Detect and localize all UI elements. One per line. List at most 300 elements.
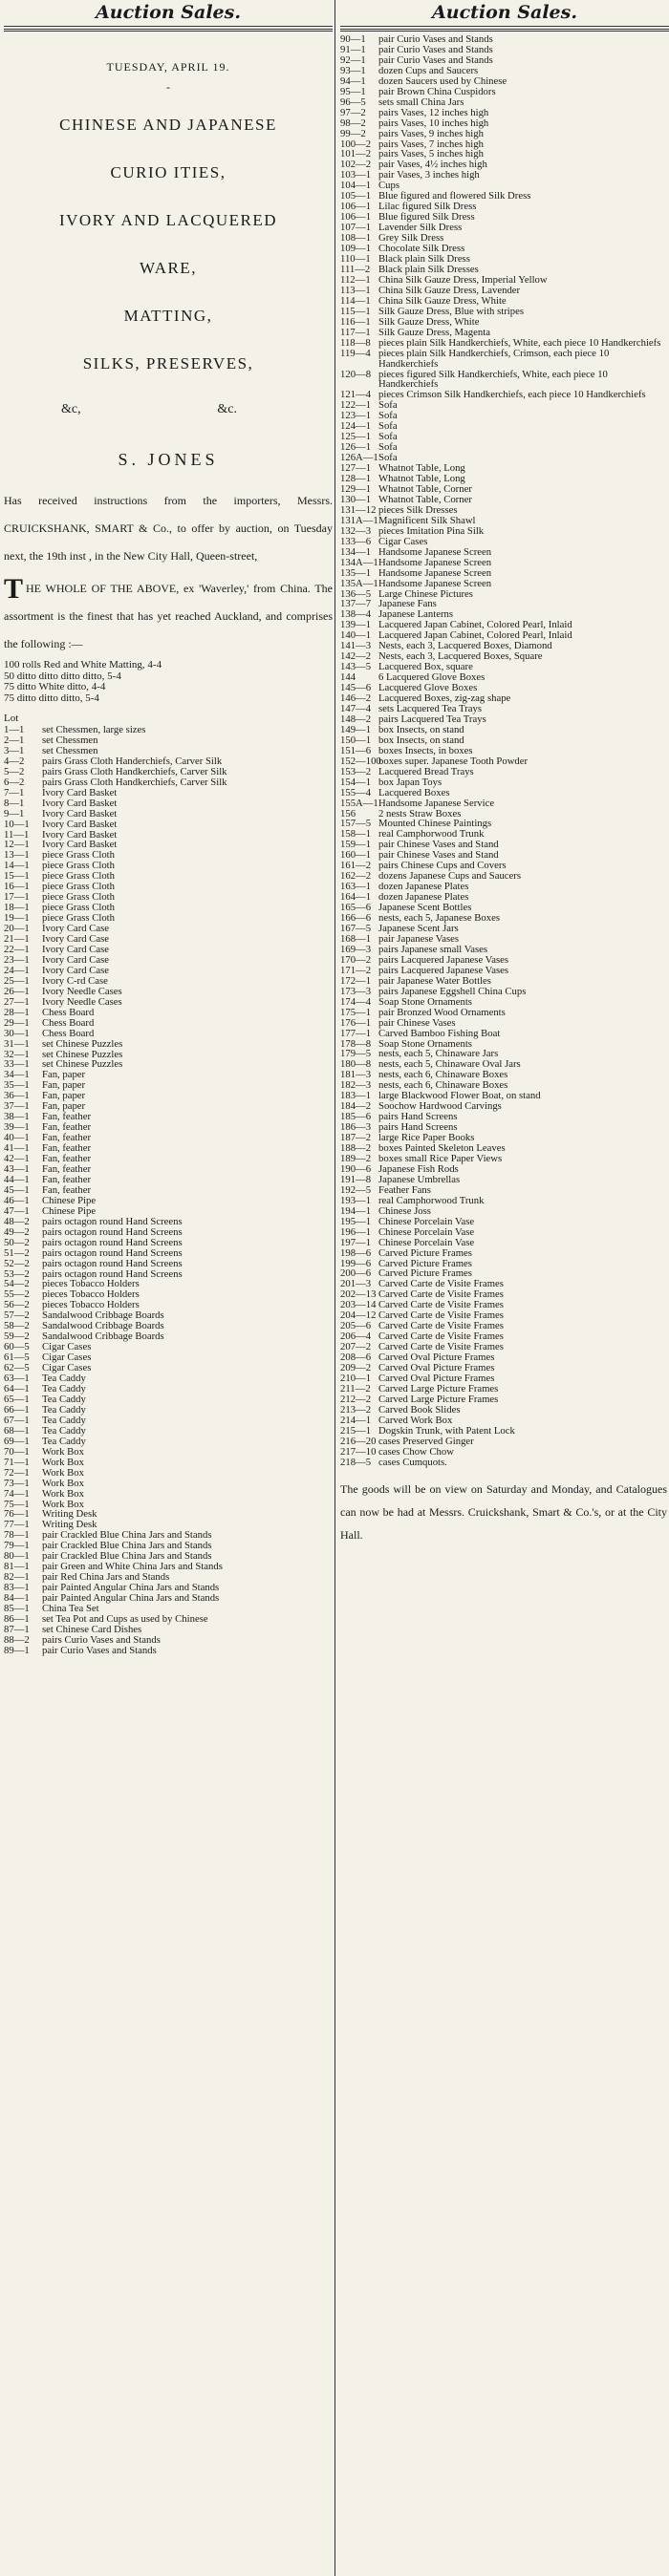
lot-description: Cigar Cases xyxy=(42,1341,92,1353)
lot-number: 170—2 xyxy=(340,953,372,966)
lot-number: 35—1 xyxy=(4,1079,30,1092)
lot-item xyxy=(340,798,669,809)
lot-description: Work Box xyxy=(42,1456,84,1468)
lot-number: 76—1 xyxy=(4,1508,30,1521)
lot-description: cases Preserved Ginger xyxy=(378,1435,474,1447)
lot-number: 206—4 xyxy=(340,1331,372,1343)
lot-description: Carved Large Picture Frames xyxy=(378,1382,499,1394)
lot-number: 163—1 xyxy=(340,881,372,893)
lot-description: Ivory Card Basket xyxy=(42,797,118,809)
lot-number: 102—2 xyxy=(340,159,372,171)
lot-description: pair Curio Vases and Stands xyxy=(42,1644,157,1656)
lot-number: 167—5 xyxy=(340,923,372,935)
lot-description: Lavender Silk Dress xyxy=(378,222,463,234)
lot-description: Fan, paper xyxy=(42,1079,86,1092)
lot-description: Sofa xyxy=(378,452,398,464)
lot-description: set Chessmen xyxy=(42,734,98,746)
lot-number: 164—1 xyxy=(340,891,372,904)
lot-number: 50—2 xyxy=(4,1236,30,1248)
lot-description: sets Lacquered Tea Trays xyxy=(378,703,482,714)
lot-description: Ivory Card Case xyxy=(42,933,110,946)
matting-item: 50 ditto ditto ditto ditto, 5-4 xyxy=(4,670,121,682)
lot-description: dozen Japanese Plates xyxy=(378,891,469,904)
lot-description: pairs Vases, 5 inches high xyxy=(378,148,484,160)
lot-description: Carved Carte de Visite Frames xyxy=(378,1320,504,1332)
lot-description: Magnificent Silk Shawl xyxy=(378,514,476,526)
lot-description: Japanese Scent Bottles xyxy=(378,902,472,914)
lot-item xyxy=(4,1489,333,1500)
lot-number: 106—1 xyxy=(340,201,372,213)
lot-description: Lacquered Japan Cabinet, Colored Pearl, Inlaid xyxy=(378,629,572,642)
lot-number: 137—7 xyxy=(340,598,372,610)
lot-description: Carved Large Picture Frames xyxy=(378,1393,499,1405)
lot-item xyxy=(4,1646,333,1656)
lot-number: 200—6 xyxy=(340,1267,372,1280)
lot-description: Japanese Lanterns xyxy=(378,608,454,621)
lot-number: 162—2 xyxy=(340,870,372,883)
lot-description: dozens Japanese Cups and Saucers xyxy=(378,870,521,883)
lot-description: pairs octagon round Hand Screens xyxy=(42,1267,183,1280)
lot-number: 187—2 xyxy=(340,1132,372,1144)
lot-list-right xyxy=(340,34,669,1468)
lot-item xyxy=(340,108,669,118)
lot-number: 97—2 xyxy=(340,106,366,118)
lot-number: 26—1 xyxy=(4,985,30,997)
lot-description: Chinese Pipe xyxy=(42,1194,97,1206)
lot-number: 217—10 xyxy=(340,1445,377,1458)
lot-number: 215—1 xyxy=(340,1424,372,1437)
lot-item xyxy=(340,788,669,798)
lot-description: Chess Board xyxy=(42,1016,95,1029)
lot-description: box Japan Toys xyxy=(378,776,442,788)
lot-description: Tea Caddy xyxy=(42,1435,86,1447)
lot-number: 66—1 xyxy=(4,1403,30,1416)
lot-number: 3—1 xyxy=(4,744,25,756)
lot-number: 89—1 xyxy=(4,1644,30,1656)
lot-description: cases Chow Chow xyxy=(378,1445,454,1458)
lot-number: 138—4 xyxy=(340,608,372,621)
lot-number: 118—8 xyxy=(340,336,371,349)
lot-number: 169—3 xyxy=(340,943,372,955)
lot-number: 135—1 xyxy=(340,566,372,579)
lot-description: Silk Gauze Dress, Blue with stripes xyxy=(378,305,524,317)
lot-description: Ivory Needle Cases xyxy=(42,985,122,997)
lot-item xyxy=(340,558,669,568)
lot-number: 174—4 xyxy=(340,995,372,1008)
lot-description: Carved Oval Picture Frames xyxy=(378,1373,495,1384)
lot-number: 70—1 xyxy=(4,1445,30,1458)
lot-item xyxy=(340,568,669,579)
lot-item xyxy=(340,370,669,391)
lot-number: 115—1 xyxy=(340,305,371,317)
lot-description: Lacquered Bread Trays xyxy=(378,765,474,777)
lot-number: 78—1 xyxy=(4,1529,30,1542)
lot-description: Lacquered Japan Cabinet, Colored Pearl, Inlaid xyxy=(378,619,572,631)
lot-item xyxy=(4,1039,333,1050)
lot-description: Large Chinese Pictures xyxy=(378,587,473,600)
lot-number: 145—6 xyxy=(340,682,372,694)
lot-number: 36—1 xyxy=(4,1090,30,1102)
lot-item xyxy=(4,1008,333,1018)
lot-number: 218—5 xyxy=(340,1456,372,1468)
lot-description: large Blackwood Flower Boat, on stand xyxy=(378,1090,541,1102)
lot-description: Chinese Porcelain Vase xyxy=(378,1225,475,1238)
lot-description: pairs Lacquered Japanese Vases xyxy=(378,953,509,966)
lot-description: Tea Caddy xyxy=(42,1414,86,1426)
lot-description: Silk Gauze Dress, White xyxy=(378,315,480,328)
lot-item xyxy=(4,788,333,798)
lot-description: nests, each 6, Chinaware Boxes xyxy=(378,1069,508,1081)
lot-number: 46—1 xyxy=(4,1194,30,1206)
lot-number: 72—1 xyxy=(4,1466,30,1479)
lot-description: Black plain Silk Dress xyxy=(378,253,470,266)
lot-description: Ivory Card Basket xyxy=(42,786,118,798)
lot-number: 16—1 xyxy=(4,881,30,893)
lot-number: 110—1 xyxy=(340,253,371,266)
lot-number: 166—6 xyxy=(340,912,372,925)
lot-number: 201—3 xyxy=(340,1278,372,1290)
lot-number: 108—1 xyxy=(340,232,372,245)
lot-description: set Chinese Puzzles xyxy=(42,1058,123,1071)
lot-description: pair Painted Angular China Jars and Stands xyxy=(42,1592,220,1605)
lot-number: 30—1 xyxy=(4,1027,30,1039)
lot-description: Work Box xyxy=(42,1498,84,1510)
lot-number: 61—5 xyxy=(4,1352,30,1364)
lot-description: Japanese Fish Rods xyxy=(378,1162,459,1175)
lot-number: 171—2 xyxy=(340,964,372,976)
date-dash: - xyxy=(166,80,170,94)
lot-number: 98—2 xyxy=(340,117,366,129)
lot-number: 85—1 xyxy=(4,1603,30,1615)
lot-number: 116—1 xyxy=(340,315,371,328)
lot-number: 43—1 xyxy=(4,1163,30,1175)
lot-number: 48—2 xyxy=(4,1215,30,1227)
lot-number: 2—1 xyxy=(4,734,25,746)
lot-description: Carved Picture Frames xyxy=(378,1267,472,1280)
lot-description: Chinese Porcelain Vase xyxy=(378,1215,475,1227)
matting-list xyxy=(4,660,333,704)
column-divider xyxy=(334,0,335,2576)
lot-number: 186—3 xyxy=(340,1121,372,1134)
lot-number: 77—1 xyxy=(4,1519,30,1531)
lot-number: 65—1 xyxy=(4,1393,30,1405)
lot-description: China Tea Set xyxy=(42,1603,99,1615)
lot-number: 7—1 xyxy=(4,786,25,798)
lot-description: Ivory Card Basket xyxy=(42,818,118,830)
lot-number: 88—2 xyxy=(4,1633,30,1646)
title-line: MATTING, xyxy=(123,307,213,325)
lot-description: Fan, feather xyxy=(42,1183,92,1196)
lot-number: 125—1 xyxy=(340,431,372,443)
lot-description: Writing Desk xyxy=(42,1508,97,1521)
lot-description: Carved Carte de Visite Frames xyxy=(378,1341,504,1353)
lot-description: Sofa xyxy=(378,399,398,412)
lot-number: 25—1 xyxy=(4,974,30,987)
lot-number: 49—2 xyxy=(4,1225,30,1238)
lot-description: Lilac figured Silk Dress xyxy=(378,201,477,213)
lot-description: Soochow Hardwood Carvings xyxy=(378,1100,502,1113)
lot-number: 181—3 xyxy=(340,1069,372,1081)
lot-number: 95—1 xyxy=(340,85,366,97)
lot-description: pairs Grass Cloth Handerchiefs, Carver Silk xyxy=(42,755,223,767)
lot-description: Fan, feather xyxy=(42,1121,92,1134)
lot-description: Handsome Japanese Screen xyxy=(378,556,492,568)
lot-description: Blue figured Silk Dress xyxy=(378,211,475,224)
lot-number: 127—1 xyxy=(340,462,372,475)
lot-number: 34—1 xyxy=(4,1069,30,1081)
matting-item: 75 ditto White ditto, 4-4 xyxy=(4,681,106,693)
lot-description: pair Curio Vases and Stands xyxy=(378,33,493,45)
assortment-paragraph xyxy=(4,575,333,658)
lot-number: 153—2 xyxy=(340,765,372,777)
lot-description: box Insects, on stand xyxy=(378,723,464,735)
lot-number: 90—1 xyxy=(340,33,366,45)
etcetera-1: &c, xyxy=(61,402,81,416)
lot-description: cases Cumquots. xyxy=(378,1456,447,1468)
lot-number: 177—1 xyxy=(340,1027,372,1039)
lot-description: Fan, feather xyxy=(42,1153,92,1165)
lot-number: 27—1 xyxy=(4,995,30,1008)
lot-description: Ivory Card Case xyxy=(42,953,110,966)
lot-item xyxy=(4,1479,333,1489)
lot-number: 107—1 xyxy=(340,222,372,234)
lot-number: 38—1 xyxy=(4,1111,30,1123)
lot-number: 100—2 xyxy=(340,138,372,150)
lot-description: real Camphorwood Trunk xyxy=(378,1194,485,1206)
lot-description: Whatnot Table, Long xyxy=(378,473,465,485)
lot-number: 130—1 xyxy=(340,493,372,505)
lot-item xyxy=(340,997,669,1008)
lot-number: 157—5 xyxy=(340,818,372,830)
lot-number: 182—3 xyxy=(340,1079,372,1092)
matting-item: 75 ditto ditto ditto, 5-4 xyxy=(4,692,99,704)
lot-number: 135A—1 xyxy=(340,577,378,589)
lot-description: Chinese Porcelain Vase xyxy=(378,1236,475,1248)
lot-description: sets small China Jars xyxy=(378,96,464,108)
lot-number: 11—1 xyxy=(4,828,30,841)
lot-description: Fan, feather xyxy=(42,1142,92,1155)
lot-number: 194—1 xyxy=(340,1204,372,1217)
lot-number: 44—1 xyxy=(4,1173,30,1185)
lot-number: 196—1 xyxy=(340,1225,372,1238)
lot-number: 158—1 xyxy=(340,828,372,841)
lot-description: Handsome Japanese Screen xyxy=(378,545,492,558)
lot-description: pairs octagon round Hand Screens xyxy=(42,1215,183,1227)
lot-description: Grey Silk Dress xyxy=(378,232,444,245)
lot-number: 41—1 xyxy=(4,1142,30,1155)
lot-description: set Chinese Card Dishes xyxy=(42,1623,142,1635)
lot-description: Work Box xyxy=(42,1477,84,1489)
lot-number: 113—1 xyxy=(340,284,371,296)
lot-description: pairs octagon round Hand Screens xyxy=(42,1257,183,1269)
lot-description: Ivory C-rd Case xyxy=(42,974,108,987)
lot-number: 31—1 xyxy=(4,1037,30,1050)
lot-description: pairs Grass Cloth Handkerchiefs, Carver Silk xyxy=(42,776,227,788)
lot-number: 205—6 xyxy=(340,1320,372,1332)
lot-description: Cigar Cases xyxy=(42,1362,92,1374)
lot-description: Fan, feather xyxy=(42,1173,92,1185)
lot-number: 83—1 xyxy=(4,1582,30,1594)
instructions-paragraph: Has received instructions from the importers, Messrs. CRUICKSHANK, SMART & Co., to offer by auction, on Tuesday next, the 19th inst , in the New City Hall, Queen-street, xyxy=(4,494,333,563)
lot-number: 103—1 xyxy=(340,169,372,181)
lot-number: 124—1 xyxy=(340,420,372,433)
lot-description: Carved Picture Frames xyxy=(378,1246,472,1259)
lot-number: 155—4 xyxy=(340,786,372,798)
lot-description: pairs Vases, 12 inches high xyxy=(378,106,489,118)
lot-description: Chess Board xyxy=(42,1006,95,1018)
lot-description: nests, each 5, Chinaware Jars xyxy=(378,1048,499,1060)
lot-description: Chess Board xyxy=(42,1027,95,1039)
lot-description: pair Curio Vases and Stands xyxy=(378,53,493,66)
lot-number: 146—2 xyxy=(340,692,372,705)
lot-description: 6 Lacquered Glove Boxes xyxy=(378,671,486,684)
lot-number: 216—20 xyxy=(340,1435,377,1447)
lot-number: 210—1 xyxy=(340,1373,372,1384)
lot-item xyxy=(4,1458,333,1468)
lot-number: 42—1 xyxy=(4,1153,30,1165)
lot-number: 126A—1 xyxy=(340,452,378,464)
lot-number: 79—1 xyxy=(4,1540,30,1552)
lot-number: 172—1 xyxy=(340,974,372,987)
lot-number: 54—2 xyxy=(4,1278,30,1290)
lot-number: 14—1 xyxy=(4,860,30,872)
lot-number: 189—2 xyxy=(340,1152,372,1164)
lot-number: 128—1 xyxy=(340,473,372,485)
right-column xyxy=(340,0,669,2576)
lot-description: pairs octagon round Hand Screens xyxy=(42,1236,183,1248)
lot-description: pair Red China Jars and Stands xyxy=(42,1571,170,1584)
lot-number: 59—2 xyxy=(4,1331,30,1343)
lot-number: 114—1 xyxy=(340,294,371,307)
lot-description: Fan, feather xyxy=(42,1111,92,1123)
lot-description: pairs Hand Screens xyxy=(378,1111,458,1123)
lot-number: 208—6 xyxy=(340,1352,372,1364)
lot-description: Ivory Card Case xyxy=(42,943,110,955)
lot-description: pair Japanese Vases xyxy=(378,932,460,945)
lot-description: Sofa xyxy=(378,420,398,433)
lot-number: 139—1 xyxy=(340,619,372,631)
lot-description: Whatnot Table, Corner xyxy=(378,493,472,505)
lot-number: 37—1 xyxy=(4,1100,30,1113)
lot-number: 131—12 xyxy=(340,503,377,516)
lot-number: 140—1 xyxy=(340,629,372,642)
lot-item xyxy=(340,547,669,558)
lot-description: Work Box xyxy=(42,1487,84,1500)
lot-number: 199—6 xyxy=(340,1257,372,1269)
lot-number: 92—1 xyxy=(340,53,366,66)
lot-item xyxy=(340,1029,669,1039)
lot-number: 142—2 xyxy=(340,650,372,663)
lot-number: 190—6 xyxy=(340,1162,372,1175)
lot-number: 133—6 xyxy=(340,535,372,547)
lot-number: 148—2 xyxy=(340,713,372,725)
lot-description: nests, each 5, Japanese Boxes xyxy=(378,912,501,925)
lot-number: 29—1 xyxy=(4,1016,30,1029)
lot-number: 197—1 xyxy=(340,1236,372,1248)
lot-number: 202—13 xyxy=(340,1288,377,1301)
lot-number: 126—1 xyxy=(340,441,372,454)
lot-number: 62—5 xyxy=(4,1362,30,1374)
lot-number: 55—2 xyxy=(4,1288,30,1301)
lot-number: 120—8 xyxy=(340,368,372,380)
lot-number: 32—1 xyxy=(4,1048,30,1060)
lot-description: Lacquered Box, square xyxy=(378,661,473,673)
lot-item xyxy=(4,1029,333,1039)
header-rule xyxy=(4,26,333,32)
lot-number: 160—1 xyxy=(340,849,372,862)
lot-description: dozen Cups and Saucers xyxy=(378,64,479,76)
lot-number: 165—6 xyxy=(340,902,372,914)
lot-item xyxy=(340,1008,669,1018)
lot-number: 141—3 xyxy=(340,640,372,652)
lot-description: pairs Lacquered Japanese Vases xyxy=(378,964,509,976)
drop-cap: T xyxy=(4,573,24,605)
lot-description: piece Grass Cloth xyxy=(42,849,115,862)
lot-number: 45—1 xyxy=(4,1183,30,1196)
lot-number: 8—1 xyxy=(4,797,25,809)
lot-description: pieces plain Silk Handkerchiefs, Crimson, each piece 10 Handkerchiefs xyxy=(378,347,610,370)
lot-number: 159—1 xyxy=(340,839,372,851)
lot-number: 23—1 xyxy=(4,953,30,966)
lot-description: pairs Curio Vases and Stands xyxy=(42,1633,161,1646)
lot-description: Cigar Cases xyxy=(42,1352,92,1364)
lot-number: 13—1 xyxy=(4,849,30,862)
assortment-text: HE WHOLE OF THE ABOVE, ex 'Waverley,' from China. The assortment is the finest that has yet reached Auckland, and comprises the following :— xyxy=(4,582,333,650)
lot-description: pairs Hand Screens xyxy=(378,1121,458,1134)
lot-number: 93—1 xyxy=(340,64,366,76)
header-rule xyxy=(340,26,669,32)
lot-description: Carved Bamboo Fishing Boat xyxy=(378,1027,501,1039)
lot-number: 112—1 xyxy=(340,273,371,286)
lot-description: pairs Japanese Eggshell China Cups xyxy=(378,985,527,997)
title-line: SILKS, PRESERVES, xyxy=(82,354,254,373)
lot-description: pair Brown China Cuspidors xyxy=(378,85,496,97)
lot-number: 175—1 xyxy=(340,1006,372,1018)
title-line: CHINESE AND JAPANESE xyxy=(59,116,277,134)
lot-number: 132—3 xyxy=(340,524,372,537)
lot-number: 111—2 xyxy=(340,263,371,275)
lot-description: Carved Oval Picture Frames xyxy=(378,1362,495,1374)
lot-description: pair Crackled Blue China Jars and Stands xyxy=(42,1540,212,1552)
lot-description: Soap Stone Ornaments xyxy=(378,995,472,1008)
lot-number: 134A—1 xyxy=(340,556,378,568)
lot-number: 56—2 xyxy=(4,1299,30,1311)
lot-description: pair Chinese Vases xyxy=(378,1016,456,1029)
lot-description: China Silk Gauze Dress, Imperial Yellow xyxy=(378,273,548,286)
lot-number: 5—2 xyxy=(4,765,25,777)
lot-number: 211—2 xyxy=(340,1382,371,1394)
lot-number: 198—6 xyxy=(340,1246,372,1259)
lot-description: Chinese Joss xyxy=(378,1204,431,1217)
lot-item xyxy=(4,809,333,820)
lot-number: 173—3 xyxy=(340,985,372,997)
etcetera-line xyxy=(61,402,237,417)
lot-number: 15—1 xyxy=(4,870,30,883)
lot-description: Cups xyxy=(378,180,399,192)
lot-description: Carved Oval Picture Frames xyxy=(378,1352,495,1364)
lot-number: 195—1 xyxy=(340,1215,372,1227)
lot-number: 191—8 xyxy=(340,1173,372,1185)
left-column-header: Auction Sales. xyxy=(96,2,241,23)
lot-number: 151—6 xyxy=(340,744,372,756)
lot-description: pairs Grass Cloth Handkerchiefs, Carver Silk xyxy=(42,765,227,777)
lot-item xyxy=(340,129,669,139)
lot-description: Lacquered Glove Boxes xyxy=(378,682,478,694)
lot-number: 154—1 xyxy=(340,776,372,788)
lot-number: 161—2 xyxy=(340,860,372,872)
lot-description: Sofa xyxy=(378,441,398,454)
lot-description: large Rice Paper Books xyxy=(378,1132,475,1144)
